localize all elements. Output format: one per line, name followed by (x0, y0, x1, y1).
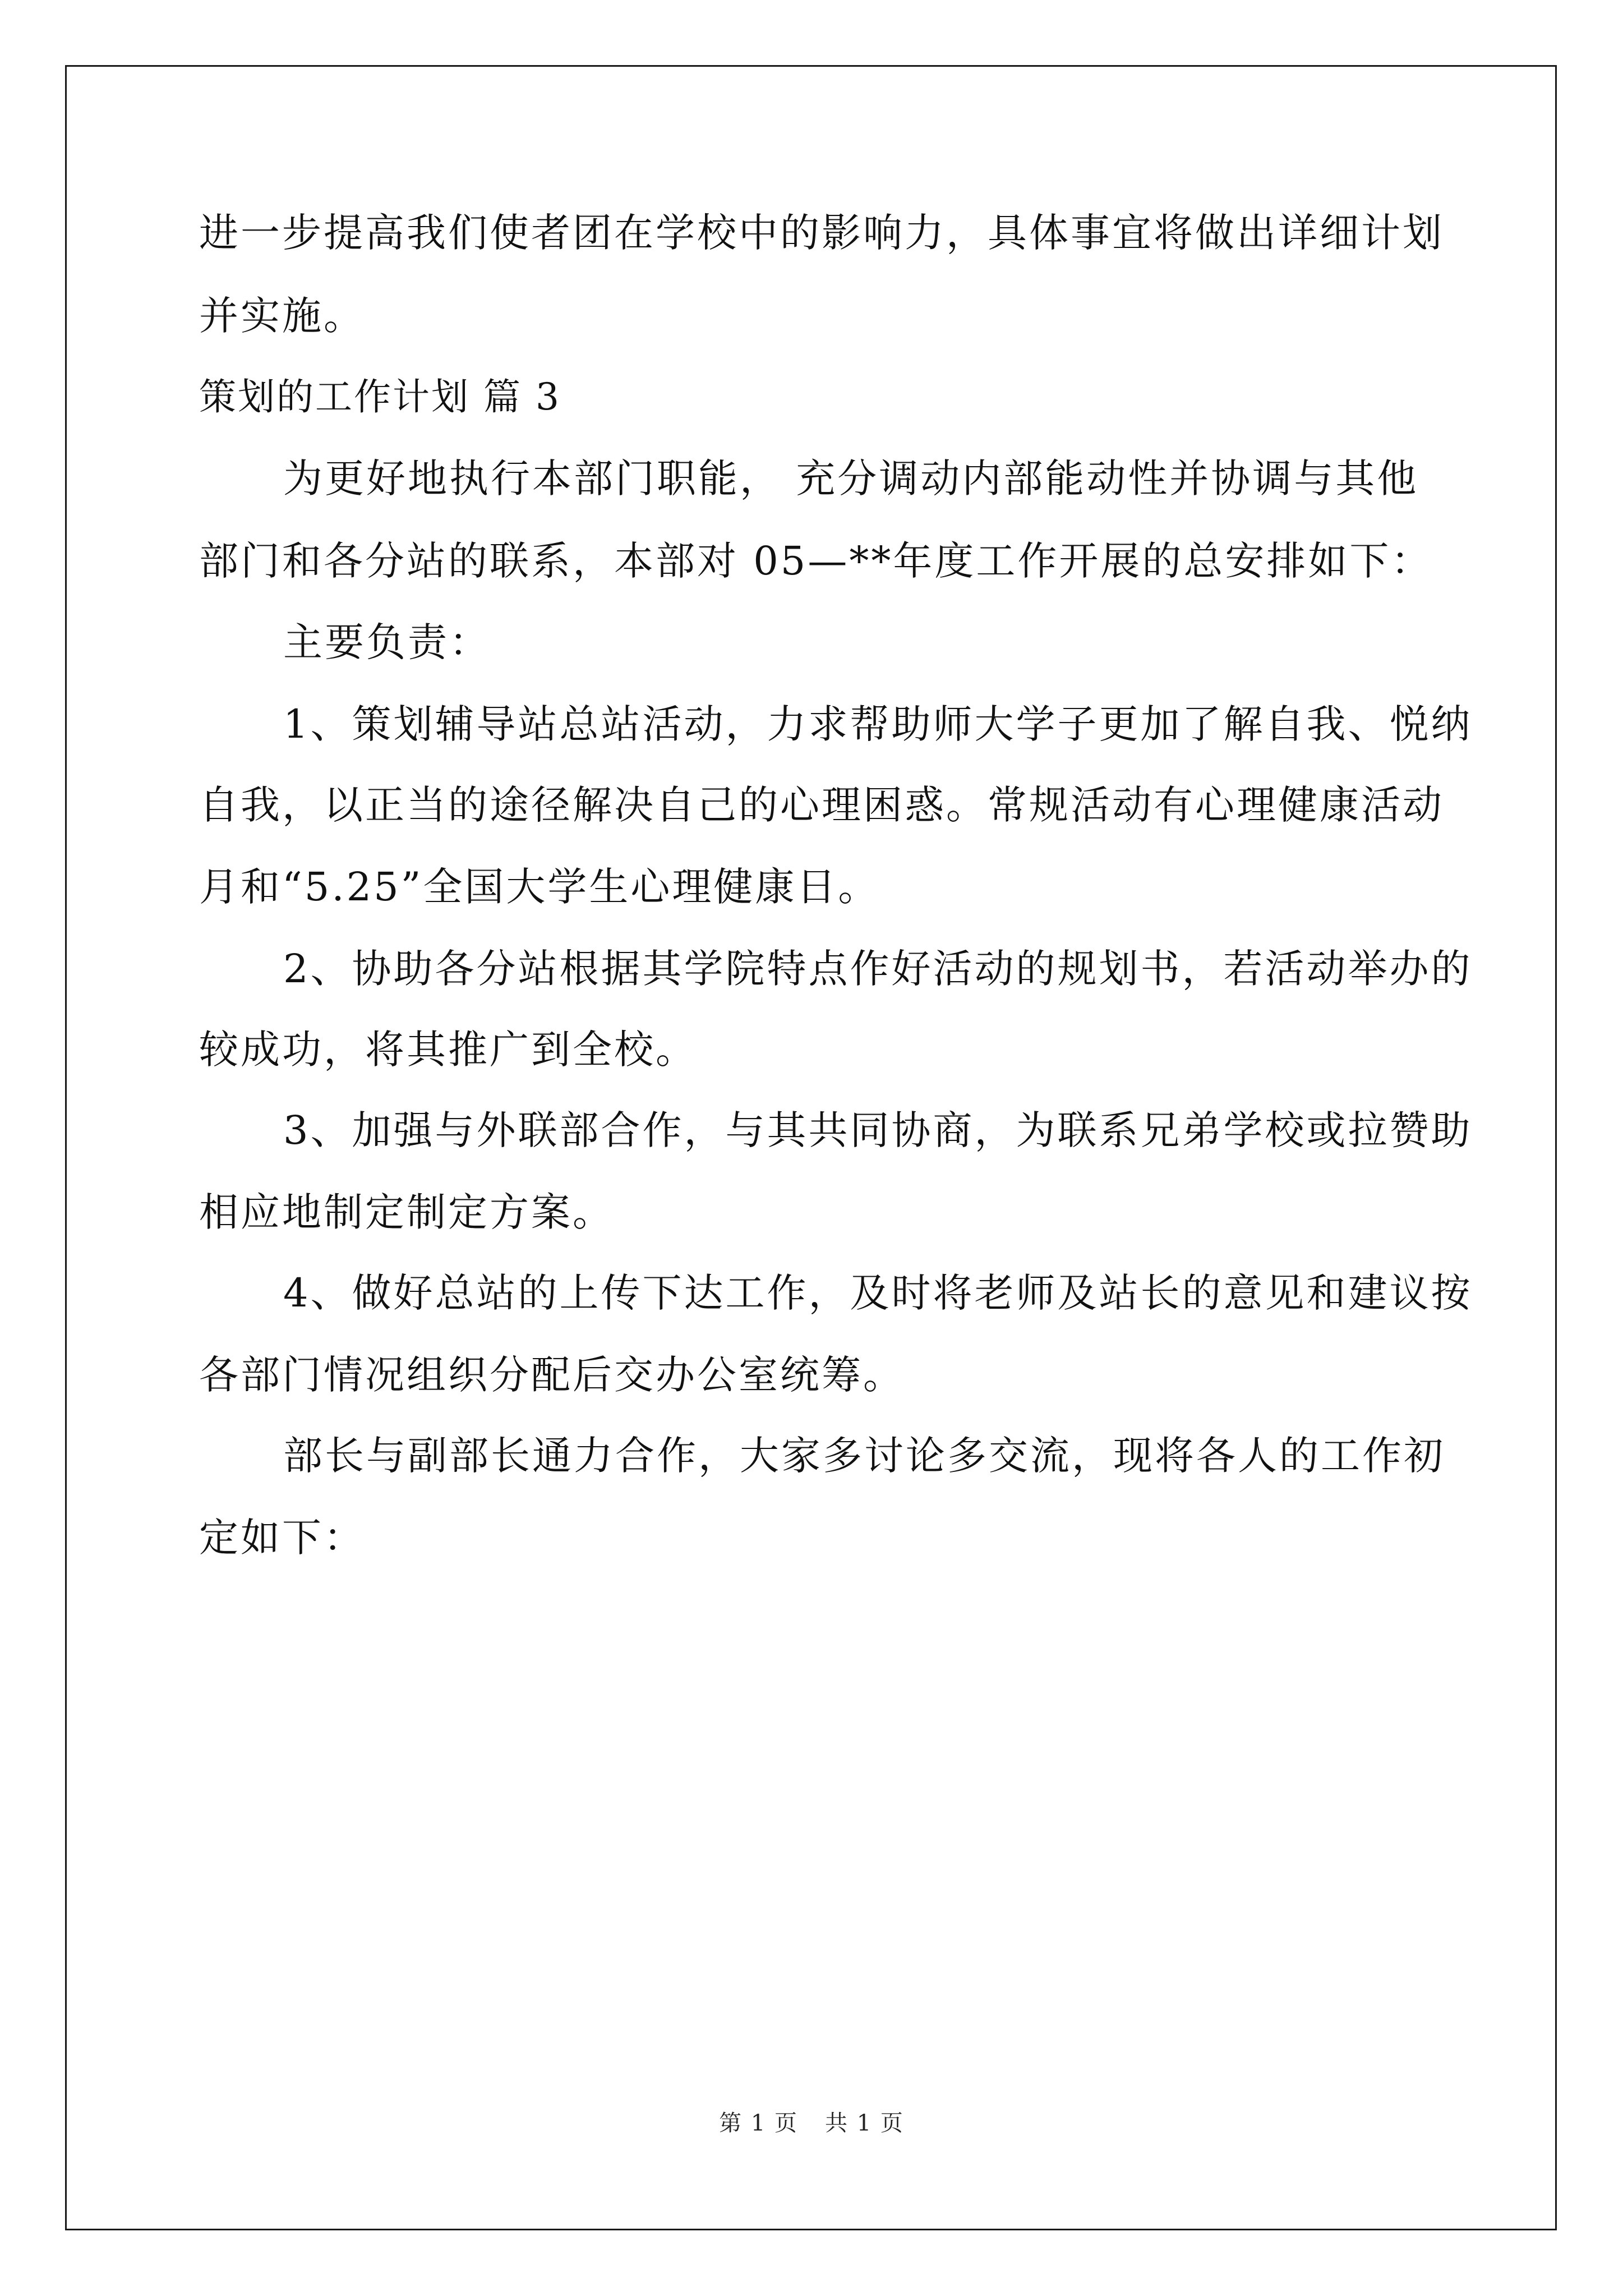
paragraph-line: 定如下： (199, 1515, 365, 1561)
paragraph-line: 并实施。 (199, 293, 365, 339)
paragraph-line: 各部门情况组织分配后交办公室统筹。 (199, 1352, 905, 1398)
paragraph-line: 1、策划辅导站总站活动，力求帮助师大学子更加了解自我、悦纳 (283, 701, 1473, 747)
paragraph-line: 3、加强与外联部合作，与其共同协商，为联系兄弟学校或拉赞助 (283, 1107, 1473, 1153)
paragraph-line: 较成功，将其推广到全校。 (199, 1027, 697, 1073)
paragraph-line: 自我，以正当的途径解决自己的心理困惑。常规活动有心理健康活动 (199, 782, 1444, 828)
paragraph-line: 相应地制定制定方案。 (199, 1189, 614, 1235)
paragraph-line: 部长与副部长通力合作，大家多讨论多交流，现将各人的工作初 (283, 1433, 1445, 1479)
paragraph-line: 月和“5.25”全国大学生心理健康日。 (199, 864, 880, 910)
paragraph-line: 部门和各分站的联系，本部对 05—**年度工作开展的总安排如下： (199, 538, 1433, 584)
page-number: 第 1 页 (719, 2110, 798, 2136)
page-footer (0, 2109, 1623, 2137)
paragraph-line: 进一步提高我们使者团在学校中的影响力，具体事宜将做出详细计划 (199, 210, 1444, 256)
paragraph-line: 4、做好总站的上传下达工作，及时将老师及站长的意见和建议按 (283, 1270, 1473, 1316)
section-heading: 策划的工作计划 篇 3 (199, 375, 561, 418)
page-total: 共 1 页 (825, 2110, 904, 2136)
paragraph-line: 为更好地执行本部门职能， 充分调动内部能动性并协调与其他 (283, 455, 1419, 501)
paragraph-line: 2、协助各分站根据其学院特点作好活动的规划书，若活动举办的 (283, 946, 1473, 992)
paragraph-line: 主要负责： (283, 619, 491, 665)
